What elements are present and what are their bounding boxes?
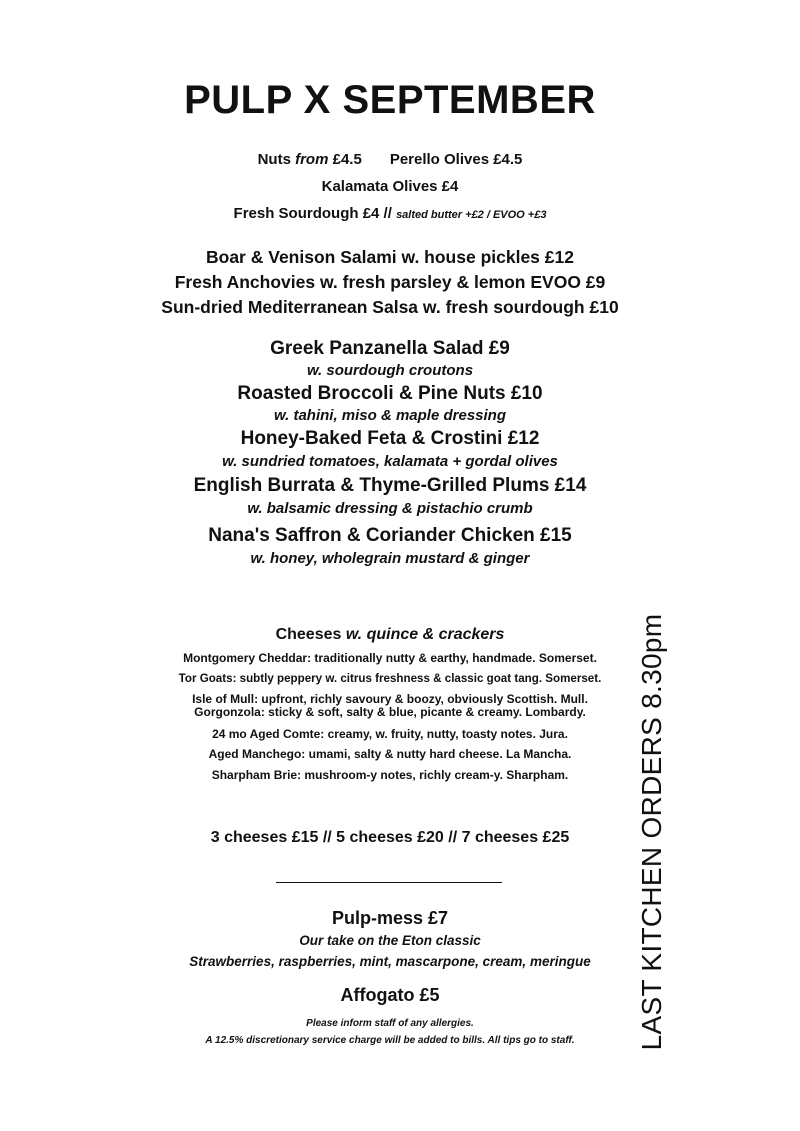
- starter-item: Boar & Venison Salami w. house pickles £12: [206, 247, 574, 267]
- dish-description: w. tahini, miso & maple dressing: [274, 407, 506, 424]
- dessert-pulp-mess: Pulp-mess £7: [331, 908, 449, 928]
- last-orders-banner: LAST KITCHEN ORDERS 8.30pm: [636, 613, 667, 1051]
- sourdough-item: Fresh Sourdough £4 // salted butter +£2 / EVOO +£3: [233, 205, 547, 222]
- dish-description: w. sourdough croutons: [306, 362, 474, 379]
- dessert-pulp-mess-ingredients: Strawberries, raspberries, mint, mascarpone, cream, meringue: [189, 954, 591, 969]
- cheese-pricing: 3 cheeses £15 // 5 cheeses £20 // 7 cheeses £25: [210, 829, 570, 846]
- cheese-item: Isle of Mull: upfront, richly savoury & boozy, obviously Scottish. Mull.: [192, 692, 588, 706]
- dish-name: English Burrata & Thyme-Grilled Plums £14: [193, 475, 587, 496]
- cheese-item: 24 mo Aged Comte: creamy, w. fruity, nutty, toasty notes. Jura.: [212, 727, 568, 741]
- snacks-row-1: [0, 151, 780, 168]
- cheese-item: Tor Goats: subtly peppery w. citrus freshness & classic goat tang. Somerset.: [178, 672, 602, 685]
- nuts-item: Nuts from £4.5: [257, 151, 362, 168]
- cheese-item: Gorgonzola: sticky & soft, salty & blue, picante & creamy. Lombardy.: [194, 705, 586, 719]
- cheeses-heading: Cheeses w. quince & crackers: [275, 626, 505, 643]
- starter-item: Fresh Anchovies w. fresh parsley & lemon EVOO £9: [174, 272, 606, 292]
- dish-description: w. balsamic dressing & pistachio crumb: [247, 500, 533, 517]
- cheese-item: Sharpham Brie: mushroom-y notes, richly cream-y. Sharpham.: [211, 768, 569, 782]
- cheese-item: Montgomery Cheddar: traditionally nutty & earthy, handmade. Somerset.: [183, 651, 597, 665]
- menu-title: PULP X SEPTEMBER: [184, 78, 596, 122]
- dessert-pulp-mess-subtitle: Our take on the Eton classic: [299, 933, 481, 948]
- allergy-notice: Please inform staff of any allergies.: [306, 1018, 474, 1029]
- dessert-affogato: Affogato £5: [340, 985, 440, 1005]
- dish-description: w. honey, wholegrain mustard & ginger: [250, 550, 530, 567]
- dish-name: Greek Panzanella Salad £9: [270, 338, 510, 359]
- service-charge-notice: A 12.5% discretionary service charge will be added to bills. All tips go to staff.: [205, 1035, 575, 1046]
- starter-item: Sun-dried Mediterranean Salsa w. fresh sourdough £10: [161, 297, 619, 317]
- sourdough-extras: salted butter +£2 / EVOO +£3: [396, 209, 547, 221]
- section-divider: [276, 882, 502, 883]
- kalamata-olives-item: Kalamata Olives £4: [321, 178, 459, 195]
- cheese-item: Aged Manchego: umami, salty & nutty hard cheese. La Mancha.: [208, 747, 572, 761]
- dish-name: Roasted Broccoli & Pine Nuts £10: [237, 383, 543, 404]
- dish-name: Honey-Baked Feta & Crostini £12: [240, 428, 540, 449]
- dish-description: w. sundried tomatoes, kalamata + gordal olives: [222, 453, 558, 470]
- perello-olives-item: Perello Olives £4.5: [389, 151, 523, 168]
- dish-name: Nana's Saffron & Coriander Chicken £15: [208, 525, 572, 546]
